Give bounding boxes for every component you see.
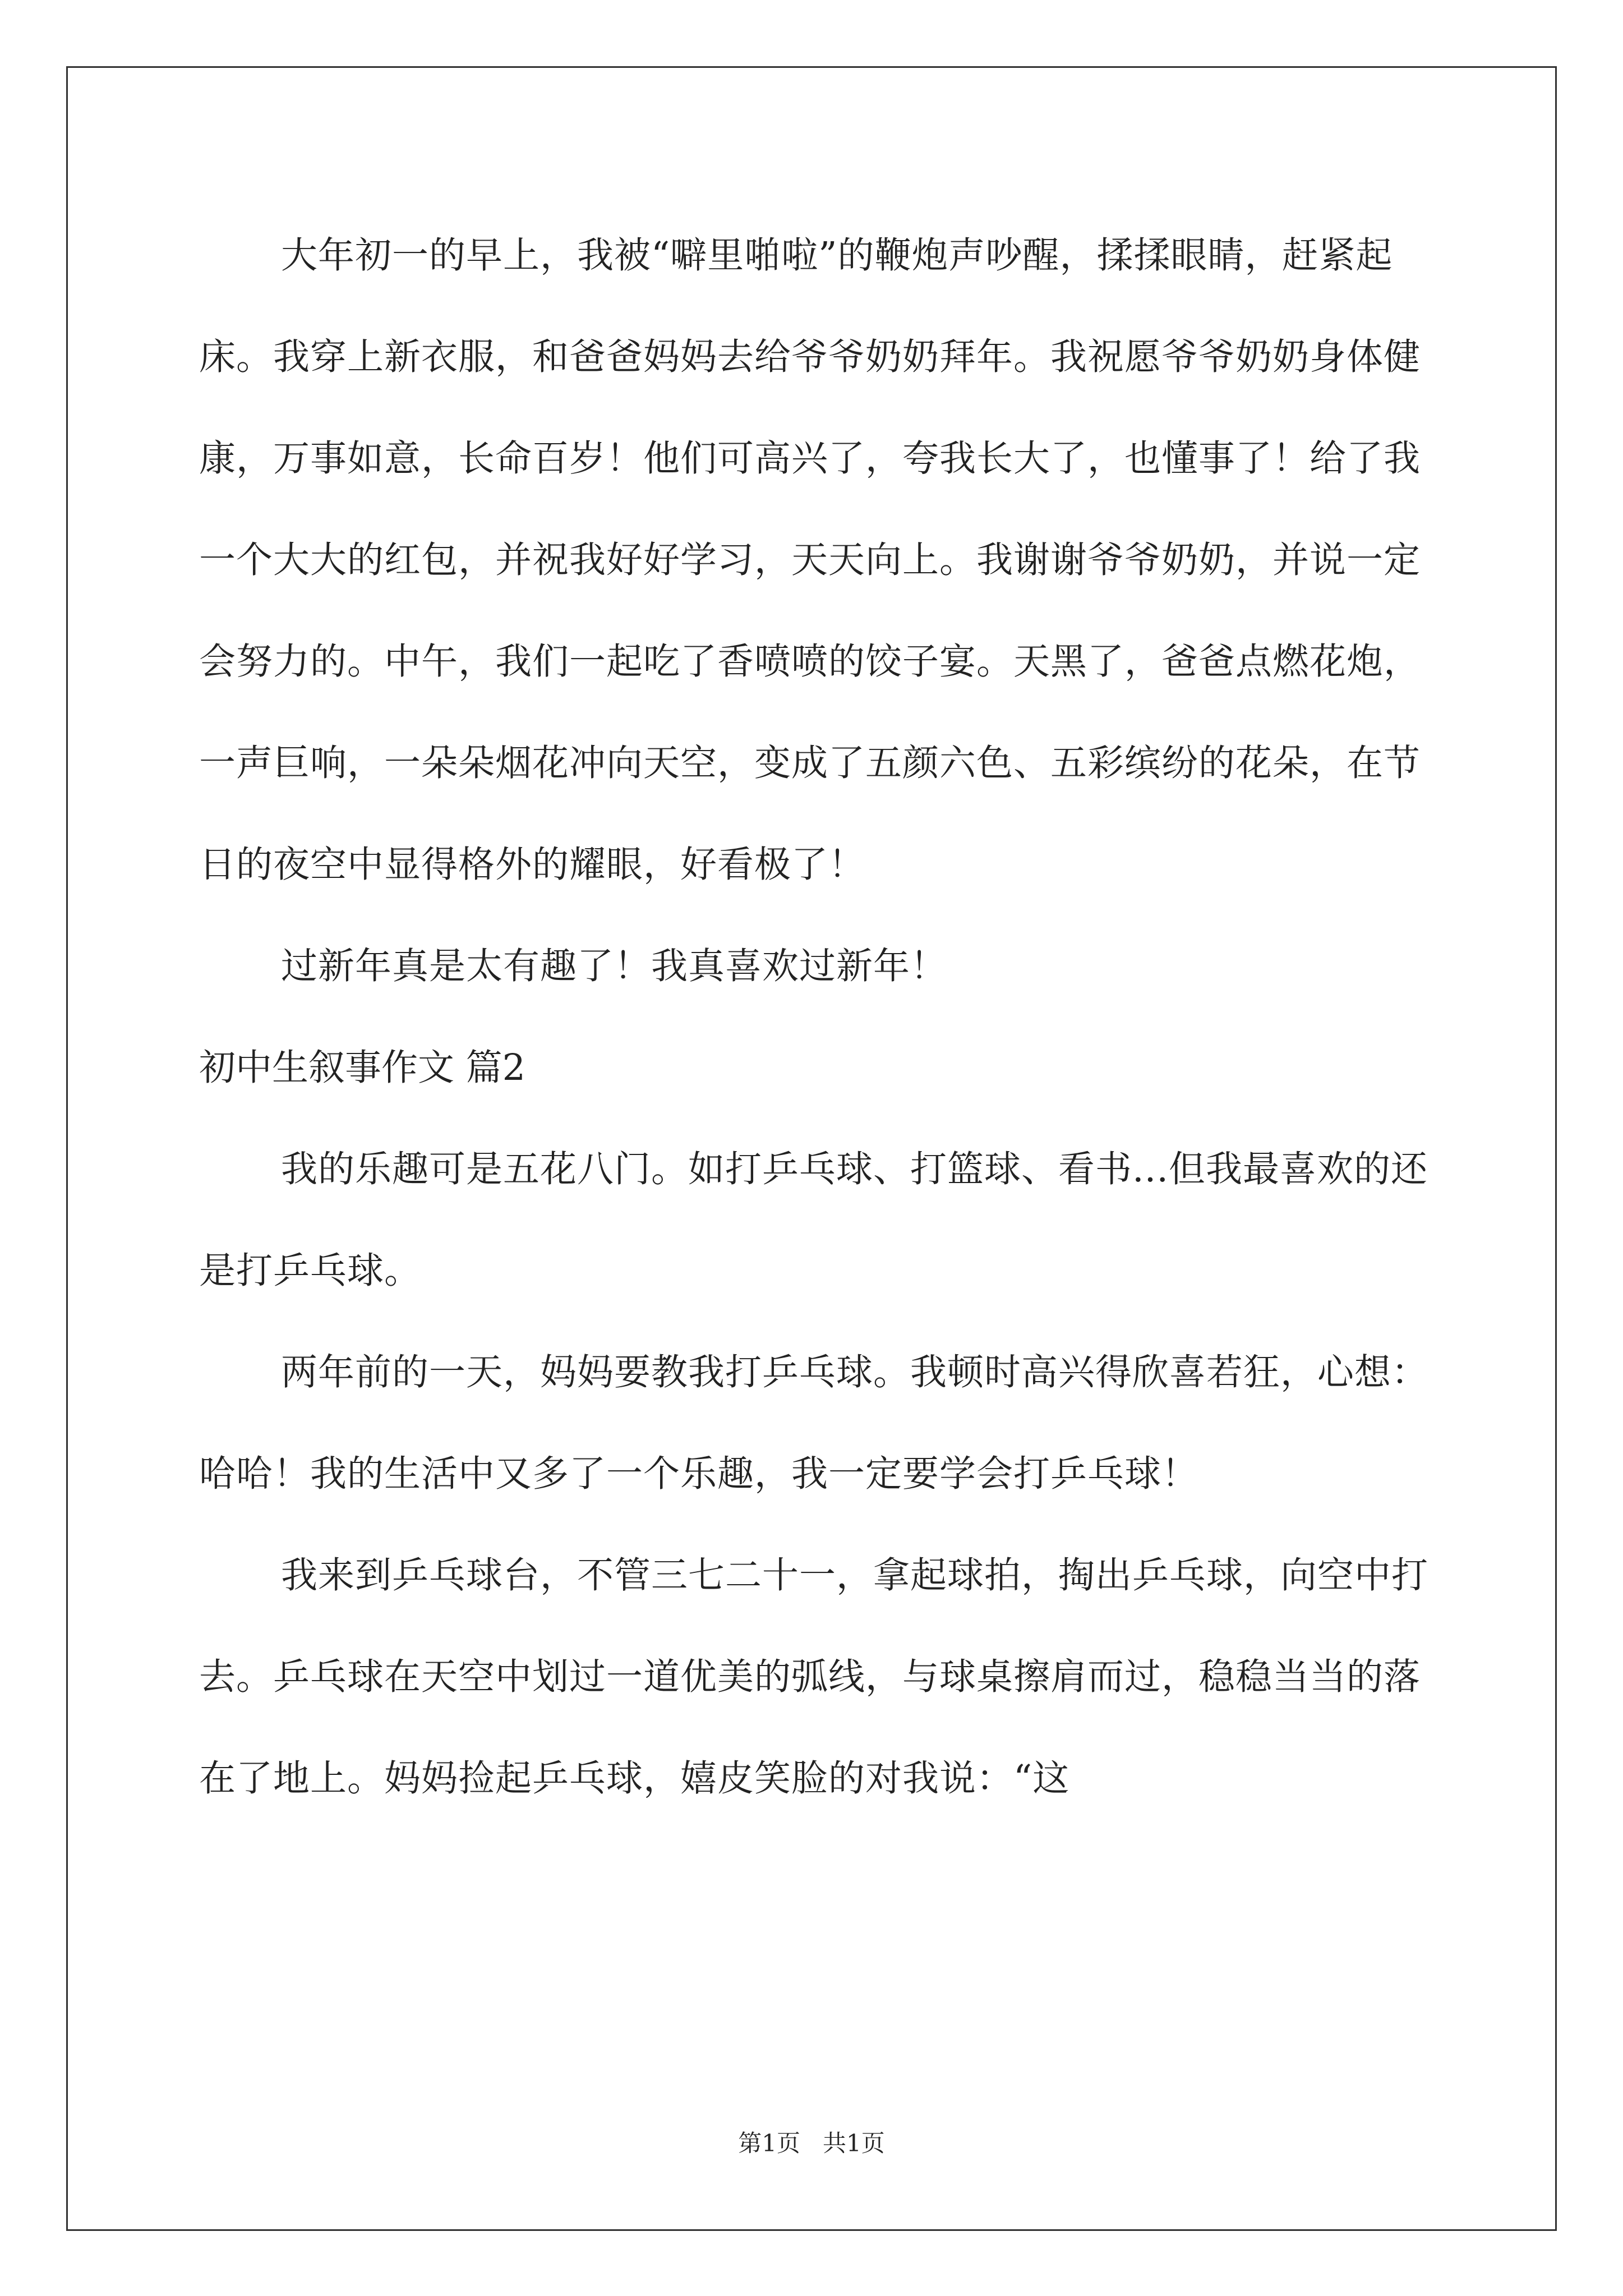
page-footer — [0, 2125, 1623, 2159]
paragraph-new-year: 大年初一的早上，我被“噼里啪啦”的鞭炮声吵醒，揉揉眼睛，赶紧起床。我穿上新衣服，和爸爸妈妈去给爷爷奶奶拜年。我祝愿爷爷奶奶身体健康，万事如意，长命百岁！他们可高兴了，夸我长大了，也懂事了！给了我一个大大的红包，并祝我好好学习，天天向上。我谢谢爷爷奶奶，并说一定会努力的。中午，我们一起吃了香喷喷的饺子宴。天黑了，爸爸点燃花炮，一声巨响，一朵朵烟花冲向天空，变成了五颜六色、五彩缤纷的花朵，在节日的夜空中显得格外的耀眼，好看极了！ — [199, 234, 1421, 886]
page-number-current: 第1页 — [738, 2129, 800, 2157]
paragraph-new-year-conclusion: 过新年真是太有趣了！我真喜欢过新年！ — [281, 945, 948, 987]
page-number-total: 共1页 — [823, 2129, 885, 2157]
document-body — [199, 205, 1438, 1829]
paragraph-learning: 两年前的一天，妈妈要教我打乒乓球。我顿时高兴得欣喜若狂，心想：哈哈！我的生活中又多了一个乐趣，我一定要学会打乒乓球！ — [199, 1351, 1429, 1495]
paragraph-first-try: 我来到乒乓球台，不管三七二十一，拿起球拍，掏出乒乓球，向空中打去。乒乓球在天空中划过一道优美的弧线，与球桌擦肩而过，稳稳当当的落在了地上。妈妈捡起乒乓球，嬉皮笑脸的对我说：“这 — [199, 1554, 1429, 1800]
section-heading: 初中生叙事作文 篇2 — [199, 1047, 526, 1089]
paragraph-hobbies: 我的乐趣可是五花八门。如打乒乓球、打篮球、看书...但我最喜欢的还是打乒乓球。 — [199, 1148, 1428, 1292]
